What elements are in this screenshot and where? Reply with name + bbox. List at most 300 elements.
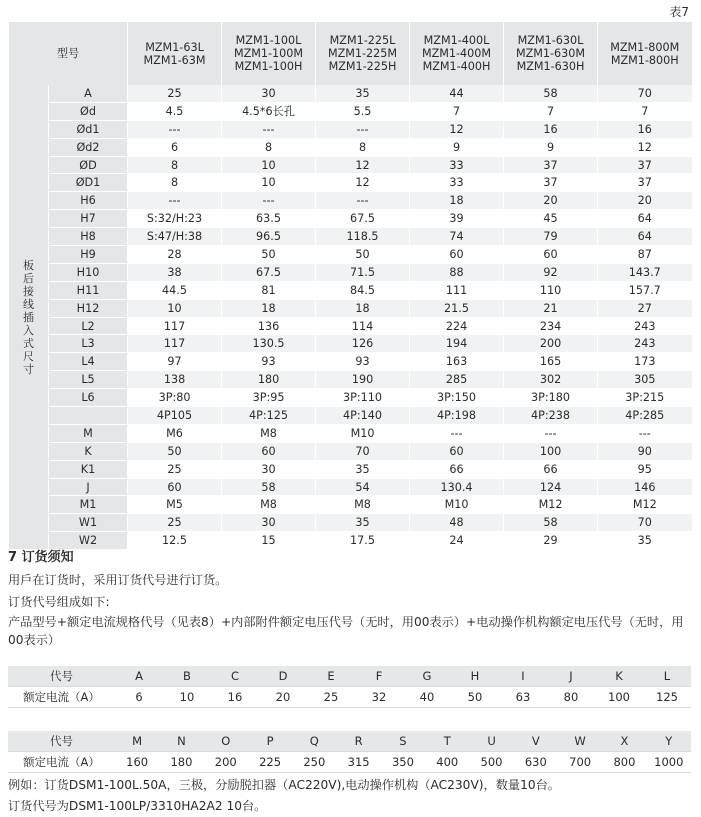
table-cell: 130.5 (222, 335, 316, 353)
param-name (49, 407, 128, 425)
param-name: M1 (49, 496, 128, 514)
table-row (9, 156, 692, 174)
table-cell: 54 (316, 478, 410, 496)
param-name: M (49, 424, 128, 442)
table-row (9, 478, 692, 496)
table-cell: 58 (504, 514, 598, 532)
table-row (9, 228, 692, 246)
model-name: MZM1-400L (423, 34, 490, 47)
ordering-paragraph-3: 产品型号+额定电流规格代号（见表8）+内部附件额定电压代号（无时，用00表示）+电动操作机构额定电压代号（无时，用00表示） (8, 615, 684, 647)
current-cell: 350 (381, 752, 425, 773)
model-column-header (504, 22, 598, 85)
param-name: L3 (49, 335, 128, 353)
current-cell: 200 (204, 752, 248, 773)
table-cell: 180 (222, 371, 316, 389)
current-row-label: 额定电流（A） (8, 752, 115, 773)
param-name: Ød1 (49, 120, 128, 138)
param-name: L2 (49, 317, 128, 335)
current-cell: 500 (469, 752, 513, 773)
table-cell: 3P:80 (128, 389, 222, 407)
current-cell: 800 (602, 752, 646, 773)
table-cell: 12 (316, 174, 410, 192)
table-cell: 6 (128, 138, 222, 156)
table-cell: 87 (598, 246, 692, 264)
model-name: MZM1-63L (145, 40, 204, 54)
table-row (9, 192, 692, 210)
model-name: MZM1-630H (516, 60, 585, 73)
table-cell: 10 (128, 299, 222, 317)
current-cell: 160 (115, 752, 159, 773)
table-cell: 130.4 (410, 478, 504, 496)
table-cell: 111 (410, 281, 504, 299)
table-cell: 24 (410, 532, 504, 550)
table-row (9, 514, 692, 532)
table-cell: 44.5 (128, 281, 222, 299)
code-cell: L (643, 666, 691, 687)
model-name: MZM1-100M (233, 47, 304, 60)
table-cell: 50 (128, 442, 222, 460)
code-cell: D (259, 666, 307, 687)
table-cell: 173 (598, 353, 692, 371)
table-cell: 12 (316, 156, 410, 174)
table-cell: M8 (316, 496, 410, 514)
table-cell: 48 (410, 514, 504, 532)
table-cell: 4P:198 (410, 407, 504, 425)
table-cell: --- (222, 192, 316, 210)
table-cell: --- (598, 424, 692, 442)
table-cell: 93 (316, 353, 410, 371)
table-cell: --- (316, 192, 410, 210)
current-cell: 1000 (647, 752, 691, 773)
code-cell: U (469, 731, 513, 752)
code-cell: P (248, 731, 292, 752)
table-cell: 33 (410, 174, 504, 192)
table-cell: 67.5 (222, 263, 316, 281)
table-cell: 95 (598, 460, 692, 478)
table-cell: 58 (222, 478, 316, 496)
table-row (9, 281, 692, 299)
table-cell: 9 (410, 138, 504, 156)
code-cell: I (499, 666, 547, 687)
table-cell: 224 (410, 317, 504, 335)
table-cell: 70 (316, 442, 410, 460)
model-column-header (316, 22, 410, 85)
spec-table-body (9, 85, 692, 550)
table-cell: 35 (316, 85, 410, 102)
code-row-label: 代号 (8, 731, 115, 752)
param-name: A (49, 85, 128, 102)
table-cell: 21.5 (410, 299, 504, 317)
table-row (9, 407, 692, 425)
table-cell: M10 (316, 424, 410, 442)
table-cell: 12 (410, 120, 504, 138)
example-line-2: 订货代号为DSM1-100LP/3310HA2A2 10台。 (8, 799, 267, 813)
model-header-label: 型号 (9, 22, 128, 85)
current-cell: 20 (259, 687, 307, 708)
table-cell: 67.5 (316, 210, 410, 228)
table-cell: M6 (128, 424, 222, 442)
table-cell: --- (128, 192, 222, 210)
table-cell: 90 (598, 442, 692, 460)
table-cell: 44 (410, 85, 504, 102)
table-cell: 302 (504, 371, 598, 389)
model-name: MZM1-800M (610, 40, 680, 54)
code-cell: K (595, 666, 643, 687)
table-cell: 234 (504, 317, 598, 335)
current-cell: 100 (595, 687, 643, 708)
table-cell: 88 (410, 263, 504, 281)
model-name: MZM1-400M (421, 47, 492, 60)
param-name: L4 (49, 353, 128, 371)
code-cell: H (451, 666, 499, 687)
param-name: W1 (49, 514, 128, 532)
table-cell: S:47/H:38 (128, 228, 222, 246)
section-title-ordering: 7 订货须知 (8, 550, 74, 565)
model-name: MZM1-225H (328, 60, 397, 73)
table-cell: 45 (504, 210, 598, 228)
param-name: J (49, 478, 128, 496)
table-row (9, 246, 692, 264)
table-row (9, 335, 692, 353)
ordering-paragraph-1: 用戶在订货时，采用订货代号进行订货。 (8, 573, 228, 587)
table-cell: 194 (410, 335, 504, 353)
table-cell: 37 (504, 156, 598, 174)
param-name: H9 (49, 246, 128, 264)
code-cell: A (115, 666, 163, 687)
table-row (9, 138, 692, 156)
table-cell: 71.5 (316, 263, 410, 281)
code-cell: F (355, 666, 403, 687)
table-cell: 10 (222, 156, 316, 174)
ordering-paragraph-2: 订货代号组成如下: (8, 595, 110, 609)
table-cell: 3P:150 (410, 389, 504, 407)
current-cell: 125 (643, 687, 691, 708)
param-name: H7 (49, 210, 128, 228)
param-name: K (49, 442, 128, 460)
table-cell: 7 (504, 102, 598, 120)
table-cell: 64 (598, 210, 692, 228)
example-line-1: 例如：订货DSM1-100L.50A，三极，分励脱扣器（AC220V),电动操作机构（AC230V)，数量10台。 (8, 778, 560, 792)
table-cell: 35 (598, 532, 692, 550)
current-cell: 80 (547, 687, 595, 708)
model-name: MZM1-225M (327, 47, 398, 60)
param-name: L6 (49, 389, 128, 407)
code-cell: Q (292, 731, 336, 752)
current-row (8, 687, 691, 708)
table-cell: 4P:238 (504, 407, 598, 425)
param-name: H12 (49, 299, 128, 317)
table-cell: 12 (598, 138, 692, 156)
code-cell: B (163, 666, 211, 687)
model-name: MZM1-63M (143, 53, 206, 67)
model-column-header (222, 22, 316, 85)
table-cell: 12.5 (128, 532, 222, 550)
table-cell: 285 (410, 371, 504, 389)
table-cell: 21 (504, 299, 598, 317)
table-cell: 30 (222, 85, 316, 102)
table-cell: 10 (222, 174, 316, 192)
table-cell: 114 (316, 317, 410, 335)
model-name: MZM1-400H (422, 60, 491, 73)
table-cell: 35 (316, 514, 410, 532)
table-row (9, 442, 692, 460)
group-label-cell (9, 85, 49, 550)
table-cell: 165 (504, 353, 598, 371)
table-cell: 20 (598, 192, 692, 210)
table-cell: 8 (222, 138, 316, 156)
table-cell: 7 (410, 102, 504, 120)
table-cell: M12 (504, 496, 598, 514)
table-cell: --- (128, 120, 222, 138)
table-cell: 117 (128, 335, 222, 353)
current-cell: 315 (336, 752, 380, 773)
table-cell: 37 (504, 174, 598, 192)
table-row (9, 263, 692, 281)
current-code-table-2 (8, 731, 691, 773)
table-row (9, 460, 692, 478)
table-cell: 66 (504, 460, 598, 478)
table-cell: 136 (222, 317, 316, 335)
dimension-spec-table (8, 22, 692, 550)
table-cell: 110 (504, 281, 598, 299)
param-name: L5 (49, 371, 128, 389)
current-cell: 40 (403, 687, 451, 708)
table-cell: 39 (410, 210, 504, 228)
table-cell: 4P105 (128, 407, 222, 425)
table-cell: 126 (316, 335, 410, 353)
table-cell: 60 (504, 246, 598, 264)
current-cell: 50 (451, 687, 499, 708)
table-cell: 37 (598, 156, 692, 174)
table-cell: 163 (410, 353, 504, 371)
code-cell: M (115, 731, 159, 752)
table-cell: 29 (504, 532, 598, 550)
table-cell: 118.5 (316, 228, 410, 246)
table-cell: M5 (128, 496, 222, 514)
table-cell: 243 (598, 335, 692, 353)
table-cell: --- (316, 120, 410, 138)
current-cell: 700 (558, 752, 602, 773)
table-cell: 27 (598, 299, 692, 317)
table-cell: 74 (410, 228, 504, 246)
table-cell: 79 (504, 228, 598, 246)
table-cell: 3P:215 (598, 389, 692, 407)
param-name: H11 (49, 281, 128, 299)
model-column-header (598, 22, 692, 85)
table-cell: 60 (410, 442, 504, 460)
param-name: Ød2 (49, 138, 128, 156)
current-cell: 250 (292, 752, 336, 773)
table-cell: 8 (128, 174, 222, 192)
table-cell: 25 (128, 85, 222, 102)
table-row (9, 120, 692, 138)
table-cell: 4P:140 (316, 407, 410, 425)
current-row-label: 额定电流（A） (8, 687, 115, 708)
code-cell: T (425, 731, 469, 752)
table-cell: 50 (316, 246, 410, 264)
current-cell: 400 (425, 752, 469, 773)
code-cell: Y (647, 731, 691, 752)
current-code-table-1 (8, 666, 691, 708)
code-cell: C (211, 666, 259, 687)
current-cell: 63 (499, 687, 547, 708)
table-number-label: 表7 (669, 5, 689, 19)
table-cell: 37 (598, 174, 692, 192)
table-cell: 143.7 (598, 263, 692, 281)
table-cell: 33 (410, 156, 504, 174)
table-cell: 25 (128, 514, 222, 532)
code-cell: R (336, 731, 380, 752)
group-label: 板后接线插入式尺寸 (23, 258, 34, 376)
table-cell: S:32/H:23 (128, 210, 222, 228)
current-cell: 10 (163, 687, 211, 708)
table-cell: --- (410, 424, 504, 442)
table-cell: 63.5 (222, 210, 316, 228)
model-name: MZM1-100L (235, 34, 302, 47)
table-cell: --- (504, 424, 598, 442)
code-cell: E (307, 666, 355, 687)
code-cell: N (159, 731, 203, 752)
current-cell: 32 (355, 687, 403, 708)
table-cell: 50 (222, 246, 316, 264)
table-cell: 25 (128, 460, 222, 478)
table-cell: 97 (128, 353, 222, 371)
param-name: Ød (49, 102, 128, 120)
table-row (9, 424, 692, 442)
spec-table-header (9, 22, 692, 85)
code-cell: G (403, 666, 451, 687)
table-cell: 30 (222, 460, 316, 478)
table-cell: 60 (410, 246, 504, 264)
table-cell: M8 (222, 496, 316, 514)
table-cell: M10 (410, 496, 504, 514)
param-name: H6 (49, 192, 128, 210)
table-cell: 60 (128, 478, 222, 496)
code-cell: X (602, 731, 646, 752)
current-row (8, 752, 691, 773)
model-name: MZM1-225L (329, 34, 396, 47)
table-cell: 190 (316, 371, 410, 389)
current-cell: 225 (248, 752, 292, 773)
code-cell: W (558, 731, 602, 752)
table-cell: 84.5 (316, 281, 410, 299)
table-cell: 3P:95 (222, 389, 316, 407)
code-cell: V (514, 731, 558, 752)
table-cell: --- (222, 120, 316, 138)
model-name: MZM1-100H (234, 60, 303, 73)
model-column-header (410, 22, 504, 85)
table-cell: 93 (222, 353, 316, 371)
table-cell: 15 (222, 532, 316, 550)
table-cell: 200 (504, 335, 598, 353)
table-cell: 16 (504, 120, 598, 138)
table-cell: 38 (128, 263, 222, 281)
table-cell: 4P:285 (598, 407, 692, 425)
table-cell: M8 (222, 424, 316, 442)
table-cell: 20 (504, 192, 598, 210)
table-cell: 5.5 (316, 102, 410, 120)
table-cell: 117 (128, 317, 222, 335)
table-cell: 4.5 (128, 102, 222, 120)
table-cell: 243 (598, 317, 692, 335)
table-cell: 81 (222, 281, 316, 299)
table-cell: 18 (222, 299, 316, 317)
table-cell: 18 (316, 299, 410, 317)
table-row (9, 389, 692, 407)
current-cell: 180 (159, 752, 203, 773)
table-cell: 28 (128, 246, 222, 264)
table-cell: 30 (222, 514, 316, 532)
table-cell: 66 (410, 460, 504, 478)
table-cell: 60 (222, 442, 316, 460)
table-cell: 124 (504, 478, 598, 496)
code-row (8, 731, 691, 752)
table-row (9, 102, 692, 120)
code-cell: O (204, 731, 248, 752)
table-cell: 8 (316, 138, 410, 156)
table-cell: 4.5*6长孔 (222, 102, 316, 120)
param-name: W2 (49, 532, 128, 550)
current-cell: 630 (514, 752, 558, 773)
param-name: ØD (49, 156, 128, 174)
table-row (9, 317, 692, 335)
table-cell: 64 (598, 228, 692, 246)
table-cell: 100 (504, 442, 598, 460)
current-cell: 16 (211, 687, 259, 708)
table-cell: 16 (598, 120, 692, 138)
table-cell: 18 (410, 192, 504, 210)
table-row (9, 532, 692, 550)
table-cell: 146 (598, 478, 692, 496)
table-cell: 3P:180 (504, 389, 598, 407)
table-cell: 92 (504, 263, 598, 281)
table-cell: 35 (316, 460, 410, 478)
current-cell: 6 (115, 687, 163, 708)
model-column-header (128, 22, 222, 85)
model-name: MZM1-800H (610, 53, 679, 67)
table-row (9, 371, 692, 389)
code-cell: S (381, 731, 425, 752)
table-cell: 7 (598, 102, 692, 120)
current-cell: 25 (307, 687, 355, 708)
param-name: ØD1 (49, 174, 128, 192)
table-cell: 58 (504, 85, 598, 102)
table-row (9, 174, 692, 192)
table-row (9, 85, 692, 102)
param-name: H10 (49, 263, 128, 281)
table-cell: 70 (598, 85, 692, 102)
code-cell: J (547, 666, 595, 687)
table-cell: 3P:110 (316, 389, 410, 407)
table-cell: 157.7 (598, 281, 692, 299)
table-row (9, 299, 692, 317)
table-cell: 96.5 (222, 228, 316, 246)
param-name: H8 (49, 228, 128, 246)
table-cell: 138 (128, 371, 222, 389)
table-cell: M12 (598, 496, 692, 514)
code-row-label: 代号 (8, 666, 115, 687)
model-name: MZM1-630M (515, 47, 586, 60)
code-row (8, 666, 691, 687)
table-row (9, 496, 692, 514)
table-row (9, 210, 692, 228)
table-cell: 4P:125 (222, 407, 316, 425)
table-cell: 17.5 (316, 532, 410, 550)
param-name: K1 (49, 460, 128, 478)
table-cell: 70 (598, 514, 692, 532)
table-cell: 9 (504, 138, 598, 156)
table-cell: 8 (128, 156, 222, 174)
